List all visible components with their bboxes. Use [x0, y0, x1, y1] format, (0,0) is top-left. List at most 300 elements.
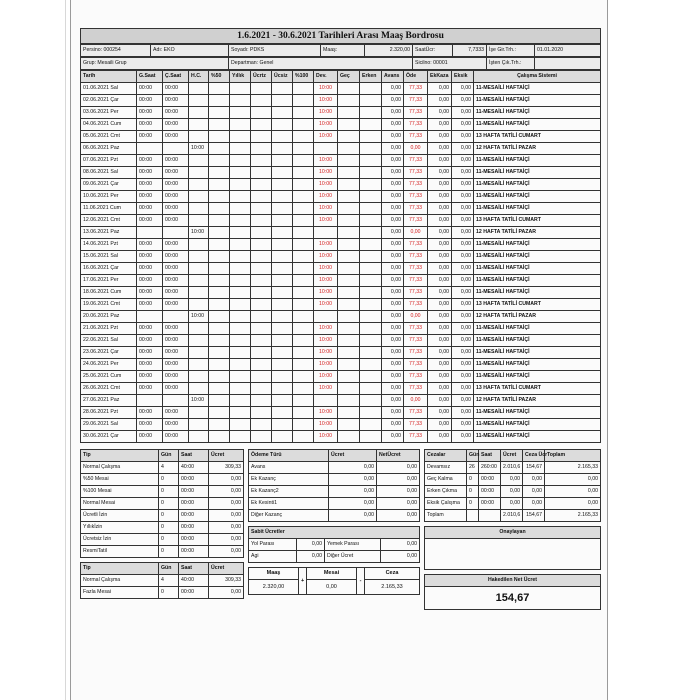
payment-cell: 77,33	[404, 383, 428, 395]
table-row	[81, 83, 601, 95]
work-system-cell: 11-MESAİLİ HAFTAİÇİ	[474, 431, 601, 443]
entry-time-cell: 00:00	[137, 203, 163, 215]
table-row	[81, 287, 601, 299]
date-cell: 24.06.2021 Per	[81, 359, 137, 371]
empty-cell	[272, 275, 293, 287]
summary-header-row	[81, 450, 244, 462]
summary-cell: 4	[159, 575, 179, 587]
work-system-cell: 11-MESAİLİ HAFTAİÇİ	[474, 371, 601, 383]
overtime-label: Mesai	[307, 568, 357, 580]
summary-row	[425, 462, 601, 474]
empty-cell	[230, 419, 251, 431]
empty-cell	[209, 335, 230, 347]
advance-cell: 0,00	[382, 251, 404, 263]
missing-cell: 0,00	[452, 179, 474, 191]
empty-cell	[338, 107, 360, 119]
payment-cell: 77,33	[404, 107, 428, 119]
info-field: Sicilno: 00001	[413, 58, 487, 70]
table-row	[81, 323, 601, 335]
table-row	[81, 131, 601, 143]
empty-cell	[293, 95, 314, 107]
exit-time-cell: 00:00	[163, 119, 189, 131]
empty-cell	[230, 431, 251, 443]
penalties-table	[424, 449, 601, 522]
payment-cell: 77,33	[404, 95, 428, 107]
date-cell: 05.06.2021 Cmt	[81, 131, 137, 143]
summary-header: Tip	[81, 563, 159, 575]
advance-cell: 0,00	[382, 359, 404, 371]
advance-cell: 0,00	[382, 299, 404, 311]
empty-cell	[230, 275, 251, 287]
empty-cell	[338, 359, 360, 371]
entry-time-cell: 00:00	[137, 359, 163, 371]
advance-cell: 0,00	[382, 431, 404, 443]
table-row	[81, 203, 601, 215]
empty-cell	[272, 419, 293, 431]
extra-cell: 0,00	[428, 95, 452, 107]
date-cell: 17.06.2021 Per	[81, 275, 137, 287]
empty-cell	[360, 335, 382, 347]
empty-cell	[251, 131, 272, 143]
summary-cell: 0,00	[209, 498, 244, 510]
entry-time-cell: 00:00	[137, 431, 163, 443]
extra-cell: 0,00	[428, 167, 452, 179]
date-cell: 28.06.2021 Pzt	[81, 407, 137, 419]
empty-cell	[209, 299, 230, 311]
empty-cell	[251, 311, 272, 323]
weekend-hours-cell	[189, 131, 209, 143]
fixed-wage-row	[249, 551, 420, 563]
payment-cell: 77,33	[404, 323, 428, 335]
summary-cell: Ücretli İzin	[81, 510, 159, 522]
work-system-cell: 11-MESAİLİ HAFTAİÇİ	[474, 263, 601, 275]
entry-time-cell	[137, 395, 163, 407]
missing-cell: 0,00	[452, 287, 474, 299]
payment-cell: 77,33	[404, 347, 428, 359]
entry-time-cell: 00:00	[137, 383, 163, 395]
date-cell: 08.06.2021 Sal	[81, 167, 137, 179]
extra-cell: 0,00	[428, 395, 452, 407]
empty-cell	[293, 299, 314, 311]
summary-cell: 0,00	[329, 486, 377, 498]
empty-cell	[360, 95, 382, 107]
payment-cell: 0,00	[404, 227, 428, 239]
summary-cell: 00:00	[479, 486, 501, 498]
empty-cell	[209, 119, 230, 131]
work-system-cell: 11-MESAİLİ HAFTAİÇİ	[474, 179, 601, 191]
summary-cell: %100 Mesai	[81, 486, 159, 498]
summary-row	[249, 510, 420, 522]
date-cell: 18.06.2021 Cum	[81, 287, 137, 299]
empty-cell	[338, 335, 360, 347]
table-row	[81, 167, 601, 179]
empty-cell	[209, 371, 230, 383]
empty-cell	[251, 407, 272, 419]
empty-cell	[209, 143, 230, 155]
weekend-hours-cell	[189, 95, 209, 107]
missing-cell: 0,00	[452, 383, 474, 395]
empty-cell	[293, 275, 314, 287]
summary-header: NetÜcret	[377, 450, 420, 462]
empty-cell	[338, 383, 360, 395]
summary-cell: Normal Çalışma	[81, 575, 159, 587]
missing-cell: 0,00	[452, 407, 474, 419]
empty-cell	[293, 251, 314, 263]
empty-cell	[230, 383, 251, 395]
empty-cell	[293, 191, 314, 203]
total-cell: Toplam	[425, 510, 467, 522]
empty-cell	[209, 155, 230, 167]
empty-cell	[272, 119, 293, 131]
empty-cell	[230, 239, 251, 251]
extra-cell: 0,00	[428, 191, 452, 203]
empty-cell	[360, 431, 382, 443]
exit-time-cell: 00:00	[163, 203, 189, 215]
table-header-row	[81, 71, 601, 83]
weekend-hours-cell	[189, 263, 209, 275]
extra-cell: 0,00	[428, 155, 452, 167]
empty-cell	[338, 311, 360, 323]
exit-time-cell: 00:00	[163, 287, 189, 299]
summary-cell: 00:00	[179, 474, 209, 486]
extra-cell: 0,00	[428, 407, 452, 419]
missing-cell: 0,00	[452, 419, 474, 431]
column-header: Çalışma Sistemi	[474, 71, 601, 83]
summary-cell: 0	[159, 510, 179, 522]
empty-cell	[360, 107, 382, 119]
payroll-sheet	[70, 0, 608, 700]
advance-cell: 0,00	[382, 239, 404, 251]
summary-cell: Normal Çalışma	[81, 462, 159, 474]
summary-cell: 0,00	[501, 498, 523, 510]
entry-time-cell: 00:00	[137, 107, 163, 119]
advance-cell: 0,00	[382, 83, 404, 95]
empty-cell	[251, 419, 272, 431]
weekend-hours-cell	[189, 335, 209, 347]
empty-cell	[230, 215, 251, 227]
summary-header: Ücret	[501, 450, 523, 462]
summary-header: Saat	[179, 450, 209, 462]
exit-time-cell: 00:00	[163, 371, 189, 383]
weekend-hours-cell	[189, 251, 209, 263]
empty-cell	[338, 287, 360, 299]
advance-cell: 0,00	[382, 119, 404, 131]
extra-cell: 0,00	[428, 323, 452, 335]
work-system-cell: 11-MESAİLİ HAFTAİÇİ	[474, 203, 601, 215]
info-field	[535, 58, 601, 70]
payment-cell: 77,33	[404, 359, 428, 371]
net-wage-label: Hakedilen Net Ücret	[425, 575, 601, 587]
summary-header: Ceza Ücr	[523, 450, 545, 462]
work-system-cell: 11-MESAİLİ HAFTAİÇİ	[474, 155, 601, 167]
empty-cell	[338, 395, 360, 407]
entry-time-cell: 00:00	[137, 251, 163, 263]
summary-cell: %50 Mesai	[81, 474, 159, 486]
absence-cell: 10:00	[314, 287, 338, 299]
payment-cell: 77,33	[404, 371, 428, 383]
empty-cell	[209, 407, 230, 419]
table-row	[81, 251, 601, 263]
empty-cell	[230, 131, 251, 143]
extra-cell: 0,00	[428, 107, 452, 119]
extra-cell: 0,00	[428, 215, 452, 227]
exit-time-cell	[163, 227, 189, 239]
empty-cell	[251, 371, 272, 383]
empty-cell	[293, 155, 314, 167]
summary-cell: 0	[159, 474, 179, 486]
exit-time-cell: 00:00	[163, 167, 189, 179]
empty-cell	[360, 371, 382, 383]
info-field: Adı: EKO	[151, 45, 229, 57]
absence-cell: 10:00	[314, 383, 338, 395]
date-cell: 26.06.2021 Cmt	[81, 383, 137, 395]
extra-cell: 0,00	[428, 131, 452, 143]
weekend-hours-cell	[189, 239, 209, 251]
table-row	[81, 191, 601, 203]
empty-cell	[251, 107, 272, 119]
empty-cell	[338, 179, 360, 191]
summary-cell: Avans	[249, 462, 329, 474]
extra-cell: 0,00	[428, 311, 452, 323]
empty-cell	[251, 143, 272, 155]
work-system-cell: 11-MESAİLİ HAFTAİÇİ	[474, 347, 601, 359]
entry-time-cell	[137, 143, 163, 155]
summary-cell: 0,00	[501, 486, 523, 498]
missing-cell: 0,00	[452, 275, 474, 287]
weekend-hours-cell	[189, 431, 209, 443]
left-summary	[80, 449, 244, 599]
exit-time-cell: 00:00	[163, 263, 189, 275]
summary-cell: 40:00	[179, 575, 209, 587]
empty-cell	[360, 383, 382, 395]
exit-time-cell: 00:00	[163, 323, 189, 335]
empty-cell	[251, 191, 272, 203]
empty-cell	[272, 191, 293, 203]
work-system-cell: 11-MESAİLİ HAFTAİÇİ	[474, 359, 601, 371]
empty-cell	[360, 407, 382, 419]
info-field: 01.01.2020	[535, 45, 601, 57]
exit-time-cell: 00:00	[163, 275, 189, 287]
empty-cell	[272, 371, 293, 383]
empty-cell	[293, 131, 314, 143]
weekend-hours-cell	[189, 203, 209, 215]
table-row	[81, 107, 601, 119]
empty-cell	[209, 83, 230, 95]
summary-cell: 0,00	[377, 498, 420, 510]
summary-row	[81, 498, 244, 510]
empty-cell	[230, 167, 251, 179]
summary-header: Gün	[467, 450, 479, 462]
info-field: Maaş:	[321, 45, 365, 57]
empty-cell	[251, 431, 272, 443]
advance-cell: 0,00	[382, 311, 404, 323]
entry-time-cell: 00:00	[137, 119, 163, 131]
weekend-hours-cell	[189, 323, 209, 335]
fixed-wage-cell: Agi	[249, 551, 297, 563]
advance-cell: 0,00	[382, 347, 404, 359]
empty-cell	[272, 155, 293, 167]
entry-time-cell: 00:00	[137, 371, 163, 383]
empty-cell	[230, 299, 251, 311]
info-field: İşten Çık.Trh.:	[487, 58, 535, 70]
entry-time-cell: 00:00	[137, 407, 163, 419]
empty-cell	[251, 83, 272, 95]
absence-cell: 10:00	[314, 323, 338, 335]
empty-cell	[209, 287, 230, 299]
empty-cell	[338, 191, 360, 203]
empty-cell	[251, 323, 272, 335]
absence-cell: 10:00	[314, 299, 338, 311]
advance-cell: 0,00	[382, 95, 404, 107]
empty-cell	[293, 107, 314, 119]
summary-cell: 0,00	[209, 522, 244, 534]
empty-cell	[338, 371, 360, 383]
absence-cell: 10:00	[314, 239, 338, 251]
absence-cell: 10:00	[314, 131, 338, 143]
payment-cell: 77,33	[404, 419, 428, 431]
entry-time-cell: 00:00	[137, 287, 163, 299]
summary-cell: 26	[467, 462, 479, 474]
summary-cell: 0,00	[523, 486, 545, 498]
weekend-hours-cell	[189, 407, 209, 419]
empty-cell	[293, 359, 314, 371]
date-cell: 30.06.2021 Çar	[81, 431, 137, 443]
work-system-cell: 11-MESAİLİ HAFTAİÇİ	[474, 275, 601, 287]
date-cell: 21.06.2021 Pzt	[81, 323, 137, 335]
empty-cell	[338, 143, 360, 155]
payment-cell: 77,33	[404, 179, 428, 191]
fixed-wage-cell: 0,00	[297, 551, 325, 563]
empty-cell	[251, 203, 272, 215]
empty-cell	[360, 239, 382, 251]
summary-cell: 154,67	[523, 462, 545, 474]
weekend-hours-cell	[189, 419, 209, 431]
date-cell: 07.06.2021 Pzt	[81, 155, 137, 167]
empty-cell	[272, 143, 293, 155]
total-cell: 2.010,6	[501, 510, 523, 522]
right-summary	[424, 449, 601, 610]
absence-cell: 10:00	[314, 95, 338, 107]
empty-cell	[293, 371, 314, 383]
summary-header: Gün	[159, 450, 179, 462]
summary-cell: 0,00	[209, 510, 244, 522]
summary-cell: 0	[467, 498, 479, 510]
empty-cell	[272, 227, 293, 239]
empty-cell	[251, 383, 272, 395]
summary-header: Ödeme Türü	[249, 450, 329, 462]
empty-cell	[293, 263, 314, 275]
summary-cell: 00:00	[179, 522, 209, 534]
entry-time-cell: 00:00	[137, 239, 163, 251]
summary-cell: 0,00	[329, 498, 377, 510]
column-header: Ücsiz	[272, 71, 293, 83]
summary-header: Toplam	[545, 450, 601, 462]
advance-cell: 0,00	[382, 131, 404, 143]
summary-cell: 2.010,6	[501, 462, 523, 474]
payment-cell: 77,33	[404, 263, 428, 275]
table-row	[81, 119, 601, 131]
empty-cell	[360, 191, 382, 203]
summary-header: Ücret	[329, 450, 377, 462]
empty-cell	[251, 239, 272, 251]
empty-cell	[272, 203, 293, 215]
date-cell: 23.06.2021 Çar	[81, 347, 137, 359]
empty-cell	[272, 263, 293, 275]
fixed-wage-cell: Yemek Parası	[325, 539, 381, 551]
exit-time-cell	[163, 311, 189, 323]
summary-section	[80, 449, 601, 610]
empty-cell	[293, 119, 314, 131]
summary-cell: 0,00	[209, 474, 244, 486]
empty-cell	[272, 107, 293, 119]
summary-cell: Ek Kazanç2	[249, 486, 329, 498]
empty-cell	[251, 179, 272, 191]
empty-cell	[360, 263, 382, 275]
empty-cell	[251, 395, 272, 407]
summary-row	[81, 575, 244, 587]
fixed-wages-title: Sabit Ücretler	[249, 527, 420, 539]
absence-cell: 10:00	[314, 419, 338, 431]
summary-row	[81, 510, 244, 522]
summary-header: Ücret	[209, 450, 244, 462]
date-cell: 20.06.2021 Paz	[81, 311, 137, 323]
missing-cell: 0,00	[452, 323, 474, 335]
empty-cell	[293, 203, 314, 215]
missing-cell: 0,00	[452, 191, 474, 203]
empty-cell	[251, 251, 272, 263]
exit-time-cell: 00:00	[163, 107, 189, 119]
weekend-hours-cell	[189, 287, 209, 299]
entry-time-cell: 00:00	[137, 95, 163, 107]
entry-time-cell: 00:00	[137, 179, 163, 191]
weekend-hours-cell: 10:00	[189, 311, 209, 323]
payment-cell: 77,33	[404, 203, 428, 215]
entry-time-cell: 00:00	[137, 167, 163, 179]
empty-cell	[209, 347, 230, 359]
info-field: Departman: Genel	[229, 58, 413, 70]
column-header: %50	[209, 71, 230, 83]
absence-cell: 10:00	[314, 155, 338, 167]
extra-cell: 0,00	[428, 263, 452, 275]
table-row	[81, 431, 601, 443]
weekend-hours-cell	[189, 347, 209, 359]
missing-cell: 0,00	[452, 155, 474, 167]
missing-cell: 0,00	[452, 395, 474, 407]
empty-cell	[360, 275, 382, 287]
table-row	[81, 311, 601, 323]
date-cell: 13.06.2021 Paz	[81, 227, 137, 239]
net-wage-value: 154,67	[425, 587, 601, 610]
salary-calc-table	[248, 567, 420, 595]
empty-cell	[209, 191, 230, 203]
summary-cell: 00:00	[179, 486, 209, 498]
date-cell: 02.06.2021 Çar	[81, 95, 137, 107]
work-type-table	[80, 449, 244, 558]
empty-cell	[272, 431, 293, 443]
absence-cell: 10:00	[314, 251, 338, 263]
advance-cell: 0,00	[382, 155, 404, 167]
missing-cell: 0,00	[452, 107, 474, 119]
advance-cell: 0,00	[382, 263, 404, 275]
summary-cell: Devamsız	[425, 462, 467, 474]
empty-cell	[338, 167, 360, 179]
info-field: 7,7333	[453, 45, 487, 57]
weekend-hours-cell	[189, 275, 209, 287]
entry-time-cell: 00:00	[137, 155, 163, 167]
empty-cell	[338, 419, 360, 431]
info-field: 2.320,00	[365, 45, 413, 57]
entry-time-cell: 00:00	[137, 323, 163, 335]
